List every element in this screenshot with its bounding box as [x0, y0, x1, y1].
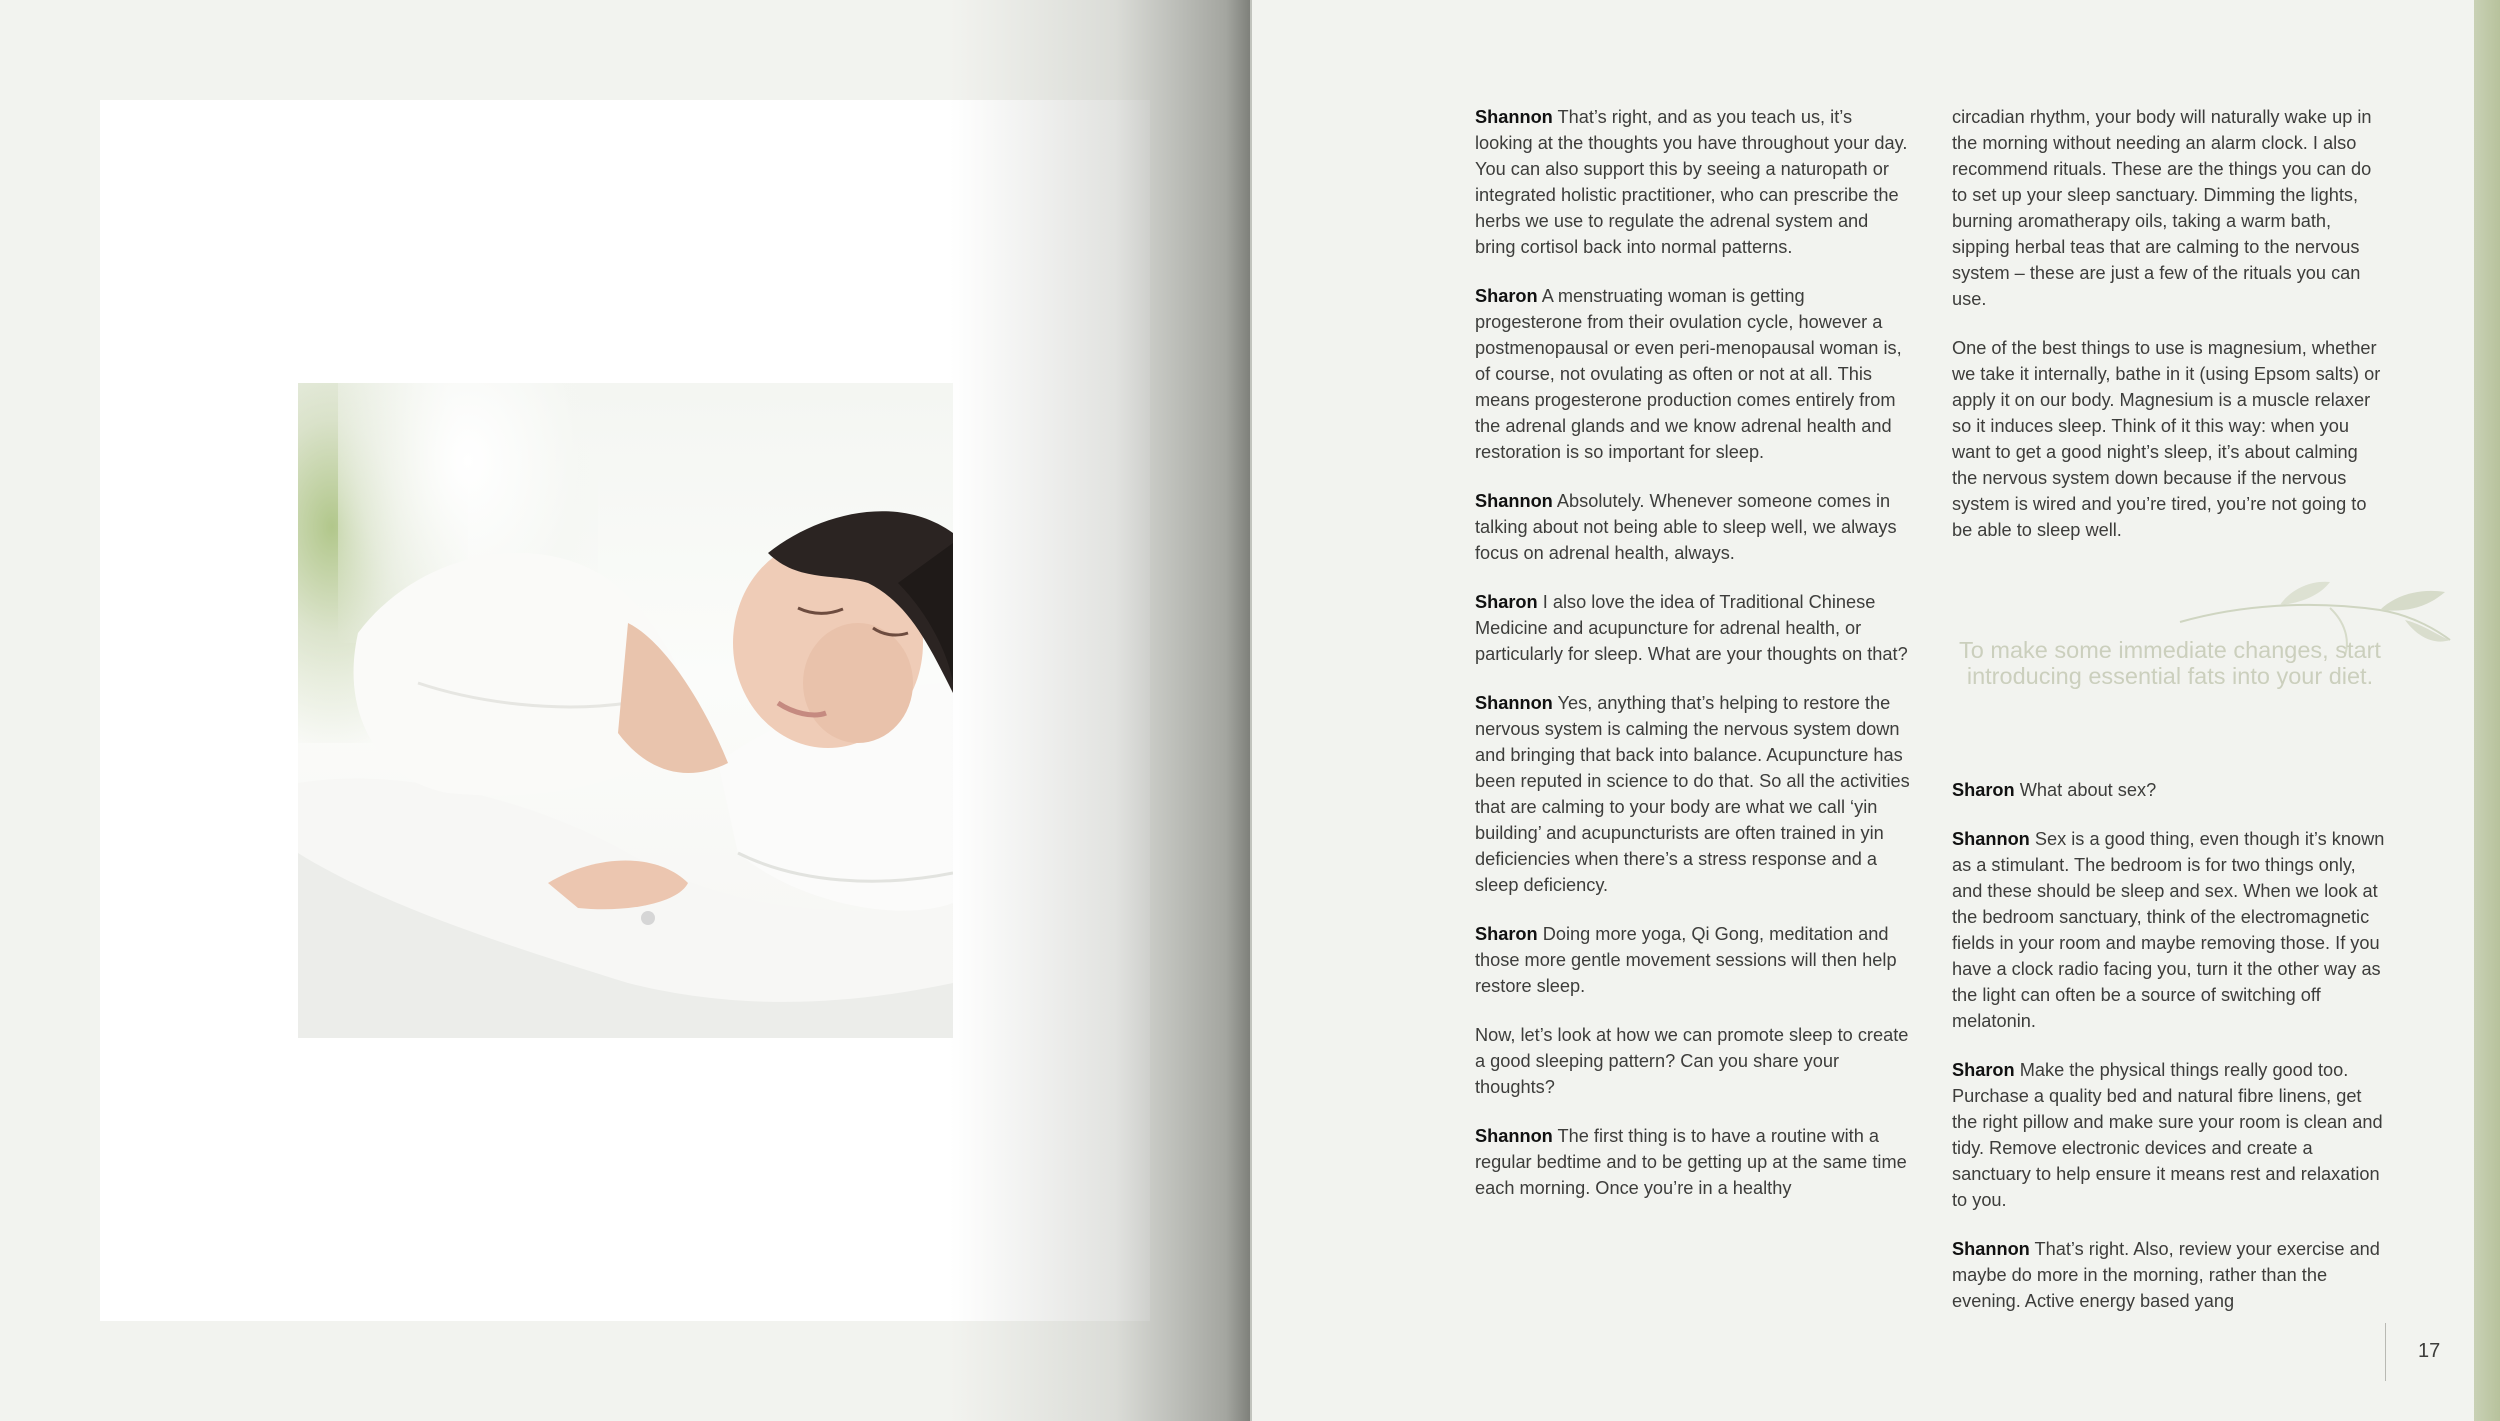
page-number: 17	[2418, 1340, 2441, 1362]
paragraph: Now, let’s look at how we can promote sleep to create a good sleeping pattern? Can you share your thoughts?	[1475, 1025, 1909, 1097]
paragraph: One of the best things to use is magnesium, whether we take it internally, bathe in it (using Epsom salts) or apply it on our body. Magnesium is a muscle relaxer so it induces sleep. Think of it this way: when you want to get a good night’s sleep, it’s about calming the nervous system down because if the nervous system is wired and you’re tired, you’re not going to be able to sleep well.	[1952, 338, 2381, 540]
paragraph: Shannon That’s right. Also, review your exercise and maybe do more in the morning, rather than the evening. Active energy based yang	[1952, 1239, 2380, 1311]
sleeping-woman-photo	[298, 383, 953, 1038]
paragraph: Shannon Yes, anything that’s helping to restore the nervous system is calming the nervous system down and bringing that back into balance. Acupuncture has been reputed in science to do that. So all the activities that are calming to your body are what we call ‘yin building’ and acupuncturists are often trained in yin deficiencies when there’s a stress response and a sleep deficiency.	[1475, 693, 1910, 895]
text-column-right-top	[1952, 104, 2387, 566]
paragraph: Sharon What about sex?	[1952, 780, 2157, 800]
paragraph: Shannon The first thing is to have a routine with a regular bedtime and to be getting up at the same time each morning. Once you’re in a healthy	[1475, 1126, 1907, 1198]
paragraph: Shannon Sex is a good thing, even though it’s known as a stimulant. The bedroom is for two things only, and these should be sleep and sex. When we look at the bedroom sanctuary, think of the electromagnetic fields in your room and maybe removing those. If you have a clock radio facing you, turn it the other way as the light can often be a source of switching off melatonin.	[1952, 829, 2385, 1031]
paragraph: Shannon That’s right, and as you teach us, it’s looking at the thoughts you have throughout your day. You can also support this by seeing a naturopath or integrated holistic practitioner, who can prescribe the herbs we use to regulate the adrenal system and bring cortisol back into normal patterns.	[1475, 107, 1908, 257]
paragraph: Sharon Doing more yoga, Qi Gong, meditation and those more gentle movement sessions will then help restore sleep.	[1475, 924, 1897, 996]
paragraph: Sharon Make the physical things really good too. Purchase a quality bed and natural fibre linens, get the right pillow and make sure your room is clean and tidy. Remove electronic devices and create a sanctuary to help ensure it means rest and relaxation to you.	[1952, 1060, 2383, 1210]
text-column-right-bottom	[1952, 777, 2387, 1337]
pull-quote: To make some immediate changes, start introducing essential fats into your diet.	[1959, 637, 2381, 689]
spine-shadow	[950, 0, 1250, 1421]
text-column-left	[1475, 104, 1910, 1224]
page-number-rule	[2385, 1323, 2386, 1381]
paragraph: circadian rhythm, your body will naturally wake up in the morning without needing an alarm clock. I also recommend rituals. These are the things you can do to set up your sleep sanctuary. Dimming the lights, burning aromatherapy oils, taking a warm bath, sipping herbal teas that are calming to the nervous system – these are just a few of the rituals you can use.	[1952, 107, 2372, 309]
paragraph: Sharon I also love the idea of Traditional Chinese Medicine and acupuncture for adrenal health, or particularly for sleep. What are your thoughts on that?	[1475, 592, 1908, 664]
gutter-line	[1250, 0, 1252, 1421]
paragraph: Shannon Absolutely. Whenever someone comes in talking about not being able to sleep well, we always focus on adrenal health, always.	[1475, 491, 1897, 563]
paragraph: Sharon A menstruating woman is getting progesterone from their ovulation cycle, however a postmenopausal or even peri-menopausal woman is, of course, not ovulating as often or not at all. This means progesterone production comes entirely from the adrenal glands and we know adrenal health and restoration is so important for sleep.	[1475, 286, 1902, 462]
page-edge-accent	[2474, 0, 2500, 1421]
